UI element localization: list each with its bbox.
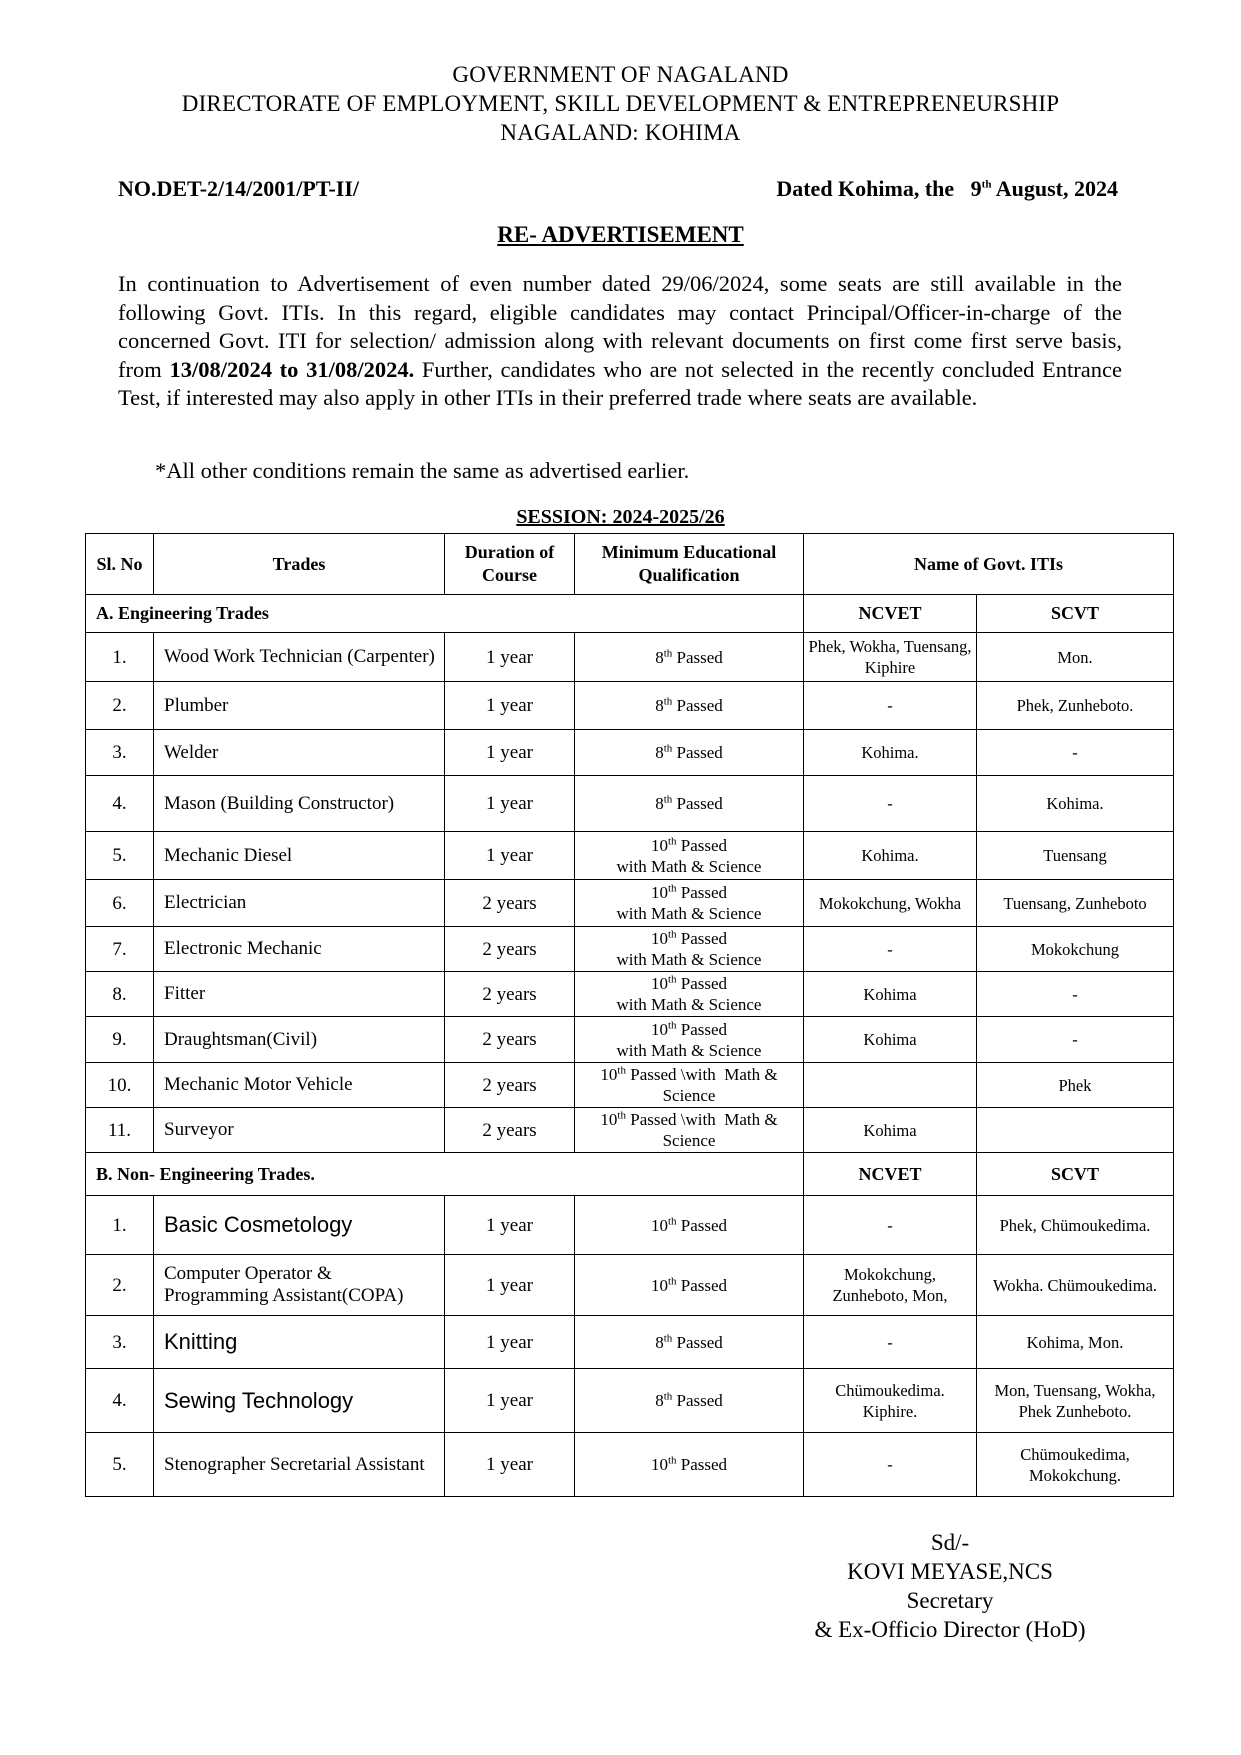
row-scvt: - <box>977 730 1174 776</box>
row-slno: 3. <box>86 1316 154 1369</box>
row-scvt: Phek, Zunheboto. <box>977 682 1174 730</box>
row-slno: 8. <box>86 972 154 1017</box>
row-scvt <box>977 1108 1174 1153</box>
scvt-label: SCVT <box>977 595 1174 633</box>
signatory-office: & Ex-Officio Director (HoD) <box>814 1617 1086 1642</box>
row-duration: 1 year <box>445 1433 575 1497</box>
ncvet-label: NCVET <box>804 1153 977 1196</box>
row-scvt: Phek, Chümoukedima. <box>977 1196 1174 1255</box>
row-qualification: 10th Passed <box>575 1255 804 1316</box>
row-duration: 2 years <box>445 1108 575 1153</box>
col-qualification: Minimum Educational Qualification <box>575 534 804 595</box>
conditions-note: *All other conditions remain the same as advertised earlier. <box>155 458 690 483</box>
row-qualification: 10th Passed \with Math & Science <box>575 1063 804 1108</box>
row-scvt: Kohima. <box>977 776 1174 832</box>
row-duration: 1 year <box>445 832 575 880</box>
row-qualification: 10th Passed with Math & Science <box>575 832 804 880</box>
row-scvt: Mon, Tuensang, Wokha, Phek Zunheboto. <box>977 1369 1174 1433</box>
table-row <box>86 1433 1174 1497</box>
row-scvt: Tuensang <box>977 832 1174 880</box>
row-ncvet: Kohima. <box>804 832 977 880</box>
row-duration: 1 year <box>445 633 575 682</box>
table-header-row <box>86 534 1174 595</box>
row-qualification: 8th Passed <box>575 776 804 832</box>
table-row <box>86 776 1174 832</box>
row-qualification: 8th Passed <box>575 1369 804 1433</box>
row-qualification: 8th Passed <box>575 1316 804 1369</box>
section-a-label: A. Engineering Trades <box>86 595 804 633</box>
row-qualification: 10th Passed <box>575 1433 804 1497</box>
row-scvt: Chümoukedima, Mokokchung. <box>977 1433 1174 1497</box>
row-duration: 1 year <box>445 1316 575 1369</box>
row-duration: 2 years <box>445 1063 575 1108</box>
reference-date: Dated Kohima, the 9th August, 2024 <box>776 176 1118 201</box>
row-trade: Sewing Technology <box>154 1369 445 1433</box>
row-ncvet: Mokokchung, Zunheboto, Mon, <box>804 1255 977 1316</box>
row-trade: Mason (Building Constructor) <box>154 776 445 832</box>
row-duration: 1 year <box>445 1255 575 1316</box>
row-trade: Mechanic Diesel <box>154 832 445 880</box>
row-ncvet: - <box>804 776 977 832</box>
row-slno: 10. <box>86 1063 154 1108</box>
row-slno: 9. <box>86 1017 154 1063</box>
row-ncvet: Chümoukedima. Kiphire. <box>804 1369 977 1433</box>
table-row <box>86 1063 1174 1108</box>
header-government: GOVERNMENT OF NAGALAND <box>452 62 789 87</box>
table-row <box>86 682 1174 730</box>
row-duration: 1 year <box>445 776 575 832</box>
row-scvt: - <box>977 1017 1174 1063</box>
row-slno: 2. <box>86 1255 154 1316</box>
row-duration: 2 years <box>445 880 575 927</box>
row-trade: Draughtsman(Civil) <box>154 1017 445 1063</box>
col-trades: Trades <box>154 534 445 595</box>
row-qualification: 10th Passed <box>575 1196 804 1255</box>
row-trade: Stenographer Secretarial Assistant <box>154 1433 445 1497</box>
col-slno: Sl. No <box>86 534 154 595</box>
table-row <box>86 1017 1174 1063</box>
table-row <box>86 927 1174 972</box>
row-qualification: 8th Passed <box>575 633 804 682</box>
section-row-engineering <box>86 595 1174 633</box>
ncvet-label: NCVET <box>804 595 977 633</box>
row-qualification: 10th Passed with Math & Science <box>575 972 804 1017</box>
row-ncvet: Kohima <box>804 1108 977 1153</box>
col-itis: Name of Govt. ITIs <box>804 534 1174 595</box>
row-trade: Basic Cosmetology <box>154 1196 445 1255</box>
table-row <box>86 1316 1174 1369</box>
table-row <box>86 730 1174 776</box>
row-trade: Electrician <box>154 880 445 927</box>
row-slno: 5. <box>86 1433 154 1497</box>
row-scvt: Kohima, Mon. <box>977 1316 1174 1369</box>
row-scvt: Wokha. Chümoukedima. <box>977 1255 1174 1316</box>
row-duration: 2 years <box>445 972 575 1017</box>
row-trade: Welder <box>154 730 445 776</box>
row-scvt: Mon. <box>977 633 1174 682</box>
row-trade: Wood Work Technician (Carpenter) <box>154 633 445 682</box>
seats-table <box>85 533 1174 1497</box>
row-qualification: 8th Passed <box>575 682 804 730</box>
section-b-label: B. Non- Engineering Trades. <box>86 1153 804 1196</box>
row-scvt: Mokokchung <box>977 927 1174 972</box>
reference-number: NO.DET-2/14/2001/PT-II/ <box>118 176 360 201</box>
signatory-name: KOVI MEYASE,NCS <box>847 1559 1053 1584</box>
row-trade: Plumber <box>154 682 445 730</box>
table-row <box>86 1196 1174 1255</box>
row-qualification: 10th Passed \with Math & Science <box>575 1108 804 1153</box>
row-duration: 1 year <box>445 1369 575 1433</box>
body-paragraph: In continuation to Advertisement of even number dated 29/06/2024, some seats are still available in the following Govt. ITIs. In this regard, eligible candidates may contact Principal/Officer-in-charge of the concerned Govt. ITI for selection/ admission along with relevant documents on first come first serve basis, from 13/08/2024 to 31/08/2024. Further, candidates who are not selected in the recently concluded Entrance Test, if interested may also apply in other ITIs in their preferred trade where seats are available. <box>118 271 1122 411</box>
row-ncvet: Kohima <box>804 972 977 1017</box>
table-row <box>86 972 1174 1017</box>
section-row-non-engineering <box>86 1153 1174 1196</box>
row-qualification: 10th Passed with Math & Science <box>575 880 804 927</box>
row-duration: 1 year <box>445 1196 575 1255</box>
row-ncvet: Kohima. <box>804 730 977 776</box>
row-trade: Surveyor <box>154 1108 445 1153</box>
row-ncvet: - <box>804 1316 977 1369</box>
table-row <box>86 1255 1174 1316</box>
table-row <box>86 1369 1174 1433</box>
row-slno: 4. <box>86 1369 154 1433</box>
row-slno: 5. <box>86 832 154 880</box>
row-duration: 1 year <box>445 682 575 730</box>
table-row <box>86 633 1174 682</box>
row-slno: 11. <box>86 1108 154 1153</box>
row-scvt: Tuensang, Zunheboto <box>977 880 1174 927</box>
row-ncvet: - <box>804 927 977 972</box>
row-trade: Knitting <box>154 1316 445 1369</box>
row-trade: Mechanic Motor Vehicle <box>154 1063 445 1108</box>
row-qualification: 10th Passed with Math & Science <box>575 927 804 972</box>
admission-dates: 13/08/2024 to 31/08/2024. <box>169 356 415 382</box>
row-slno: 7. <box>86 927 154 972</box>
row-trade: Computer Operator & Programming Assistant(COPA) <box>154 1255 445 1316</box>
row-qualification: 8th Passed <box>575 730 804 776</box>
row-ncvet: - <box>804 1433 977 1497</box>
row-qualification: 10th Passed with Math & Science <box>575 1017 804 1063</box>
row-slno: 1. <box>86 633 154 682</box>
row-scvt: - <box>977 972 1174 1017</box>
row-slno: 2. <box>86 682 154 730</box>
row-trade: Electronic Mechanic <box>154 927 445 972</box>
row-trade: Fitter <box>154 972 445 1017</box>
row-duration: 2 years <box>445 1017 575 1063</box>
row-ncvet: Phek, Wokha, Tuensang, Kiphire <box>804 633 977 682</box>
session-heading: SESSION: 2024-2025/26 <box>516 506 725 528</box>
signatory-designation: Secretary <box>906 1588 994 1613</box>
signature-block <box>750 1528 1150 1644</box>
row-ncvet: Kohima <box>804 1017 977 1063</box>
header-location: NAGALAND: KOHIMA <box>500 120 741 145</box>
row-ncvet: - <box>804 682 977 730</box>
row-slno: 4. <box>86 776 154 832</box>
row-scvt: Phek <box>977 1063 1174 1108</box>
document-title: RE- ADVERTISEMENT <box>497 222 744 247</box>
row-ncvet: - <box>804 1196 977 1255</box>
table-row <box>86 832 1174 880</box>
header-directorate: DIRECTORATE OF EMPLOYMENT, SKILL DEVELOPMENT & ENTREPRENEURSHIP <box>181 91 1060 116</box>
col-duration: Duration of Course <box>445 534 575 595</box>
row-duration: 2 years <box>445 927 575 972</box>
row-slno: 3. <box>86 730 154 776</box>
row-slno: 6. <box>86 880 154 927</box>
row-ncvet: Mokokchung, Wokha <box>804 880 977 927</box>
row-slno: 1. <box>86 1196 154 1255</box>
row-duration: 1 year <box>445 730 575 776</box>
row-ncvet <box>804 1063 977 1108</box>
table-row <box>86 880 1174 927</box>
signature-sd: Sd/- <box>930 1530 970 1555</box>
scvt-label: SCVT <box>977 1153 1174 1196</box>
table-row <box>86 1108 1174 1153</box>
